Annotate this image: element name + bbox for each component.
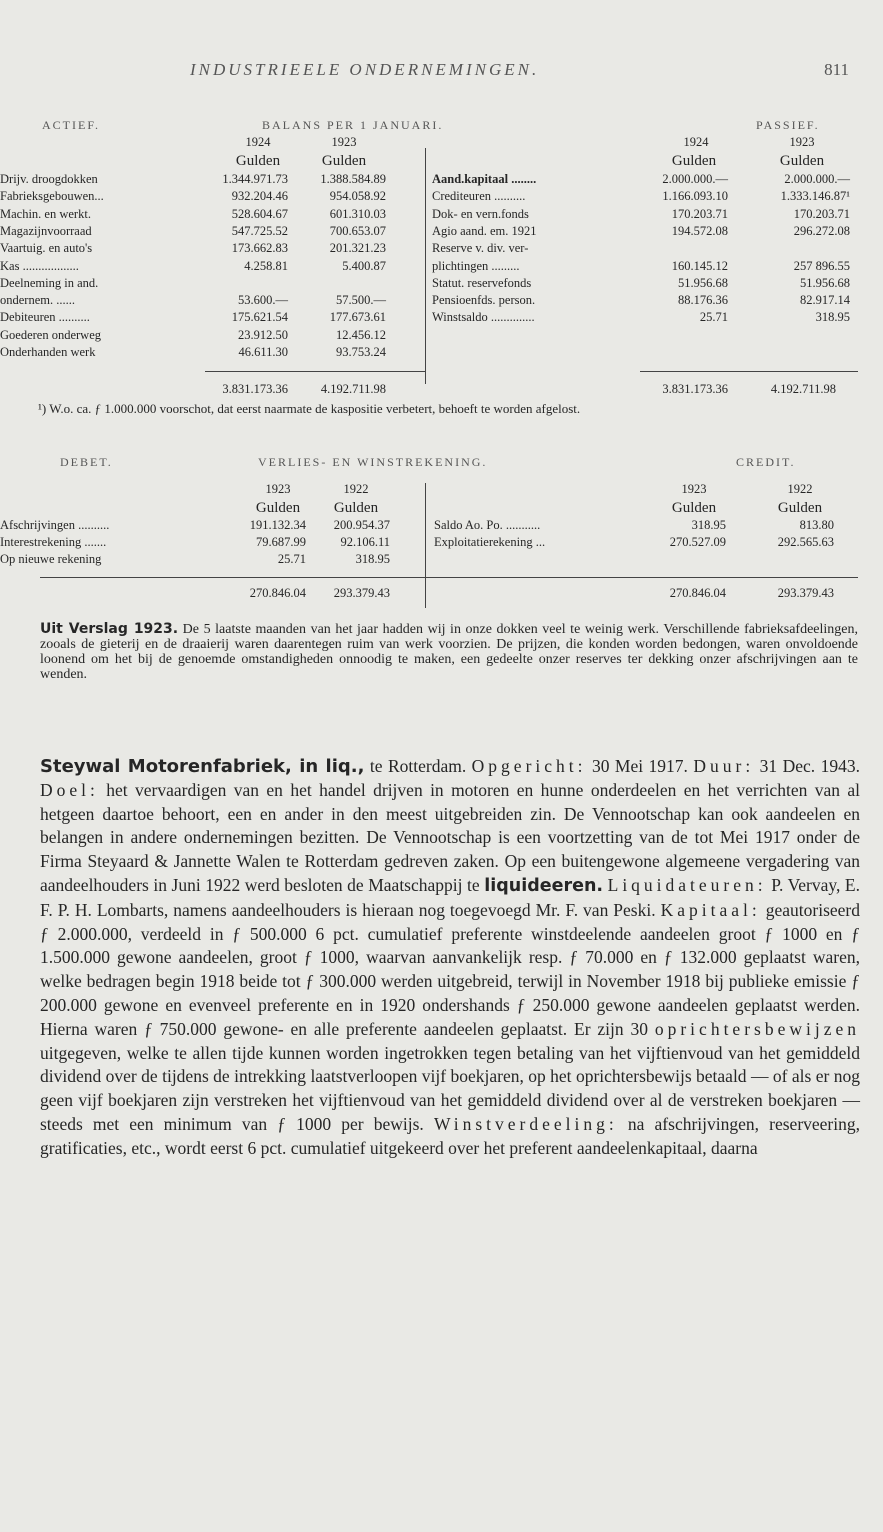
value-1924: 547.725.52 — [231, 223, 288, 238]
row-label: Dok- en vern.fonds — [432, 206, 529, 221]
verslag-lead: Uit Verslag 1923. — [40, 621, 179, 637]
pl-title-row — [0, 455, 883, 471]
article-text: 30 Mei 1917. — [586, 756, 694, 776]
value-1924: 51.956.68 — [678, 275, 728, 290]
row-label: Goederen onderweg — [0, 327, 101, 342]
annual-report-excerpt — [40, 622, 858, 682]
row-label: Kas .................. — [0, 258, 79, 273]
table-row — [0, 276, 883, 292]
value-1923: 57.500.— — [336, 293, 386, 308]
table-row — [0, 172, 883, 188]
balance-unit-row — [0, 153, 883, 169]
total-value: 3.831.173.36 — [222, 382, 288, 396]
total-value: 3.831.173.36 — [662, 382, 728, 396]
row-label: Crediteuren .......... — [432, 189, 526, 204]
unit-heading: Gulden — [671, 153, 717, 169]
unit-heading: Gulden — [255, 500, 301, 516]
total-rule — [40, 577, 425, 578]
year-heading: 1924 — [683, 135, 709, 149]
unit-heading: Gulden — [779, 153, 825, 169]
value-1924: 2.000.000.— — [662, 172, 728, 186]
balance-totals-row — [0, 382, 883, 398]
unit-heading: Gulden — [321, 153, 367, 169]
row-label: Winstsaldo .............. — [432, 310, 535, 325]
value-1922: 318.95 — [355, 552, 390, 566]
value-1924: 932.204.46 — [231, 189, 288, 204]
value-1924: 170.203.71 — [671, 206, 728, 221]
row-label: Exploitatierekening ... — [434, 535, 546, 549]
year-heading: 1923 — [789, 135, 815, 149]
keyword-kapitaal: Kapitaal: — [660, 899, 761, 920]
table-row — [0, 259, 883, 275]
value-1924: 88.176.36 — [678, 293, 728, 308]
value-1923: 170.203.71 — [793, 206, 850, 221]
table-row — [0, 552, 883, 568]
value-1924: 173.662.83 — [231, 241, 288, 256]
value-1924: 25.71 — [699, 310, 728, 325]
table-row — [0, 224, 883, 240]
row-label: Pensioenfds. person. — [432, 293, 536, 308]
table-row — [0, 310, 883, 326]
keyword-liquidateuren: Liquidateuren: — [607, 874, 767, 895]
row-label: Deelneming in and. — [0, 275, 99, 290]
value-1923: 1.388.584.89 — [320, 172, 386, 186]
article-text: te Rotterdam. — [364, 756, 472, 776]
value-1923: 177.673.61 — [329, 310, 386, 325]
value-1922: 200.954.37 — [333, 518, 390, 532]
table-row — [0, 518, 883, 534]
value-1923: 191.132.34 — [249, 518, 306, 532]
year-heading: 1922 — [343, 482, 369, 496]
row-label: Interestrekening ....... — [0, 535, 107, 549]
table-row — [0, 189, 883, 205]
keyword-liquideeren: liquideeren. — [484, 875, 604, 896]
debet-title: DEBET. — [60, 455, 113, 469]
year-heading: 1923 — [681, 482, 707, 496]
row-label: Debiteuren .......... — [0, 310, 90, 325]
value-1923: 79.687.99 — [256, 535, 306, 549]
value-1923: 296.272.08 — [793, 223, 850, 238]
running-title: INDUSTRIEELE ONDERNEMINGEN. — [190, 60, 540, 79]
value-1922: 292.565.63 — [777, 535, 834, 549]
article-text: geautoriseerd ƒ 2.000.000, verdeeld in ƒ 500.000 6 pct. cumulatief preferente winstdeelende aandeelen groot ƒ 1000 en ƒ 1.500.000 gewone aandeelen, groot ƒ 1000, waarvan aanvankelijk resp. ƒ 70.000 en ƒ 132.000 geplaatst waren, welke bedragen begin 1918 beide tot ƒ 300.000 werden uitgebreid, terwijl in November 1918 bij publieke emissie ƒ 200.000 gewone en evenveel preferente en in 1920 ondershands ƒ 250.000 gewone aandeelen geplaatst werden. Hierna waren ƒ 750.000 gewone- en alle preferente aandeelen geplaatst. Er zijn 30 — [40, 899, 860, 1039]
row-label: Vaartuig. en auto's — [0, 241, 93, 256]
row-label: plichtingen ......... — [432, 258, 520, 273]
row-label: Fabrieksgebouwen... — [0, 189, 104, 204]
table-row — [0, 293, 883, 309]
value-1923: 318.95 — [691, 518, 726, 532]
keyword-winstverdeeling: Winstverdeeling: — [433, 1113, 618, 1134]
value-1922: 813.80 — [799, 518, 834, 532]
year-heading: 1922 — [787, 482, 813, 496]
value-1924: 1.166.093.10 — [662, 189, 728, 204]
table-row — [0, 345, 883, 361]
page-number: 811 — [824, 60, 849, 79]
value-1924: 160.145.12 — [671, 258, 728, 273]
value-1923: 82.917.14 — [800, 293, 850, 308]
value-1924: 528.604.67 — [231, 206, 288, 221]
value-1923: 25.71 — [277, 552, 306, 566]
row-label: Onderhanden werk — [0, 345, 96, 359]
row-label: Magazijnvoorraad — [0, 223, 92, 238]
total-value: 4.192.711.98 — [770, 382, 836, 396]
article-text: P. Vervay, E. F. P. H. Lombarts, namens aandeelhouders is hieraan nog toegevoegd Mr. F. van Peski. — [40, 874, 860, 920]
keyword-oprichtersbewijzen: oprichtersbewijzen — [654, 1018, 860, 1039]
row-label: Afschrijvingen .......... — [0, 518, 110, 532]
value-1923: 5.400.87 — [342, 258, 386, 273]
total-rule — [205, 371, 425, 372]
value-1924: 53.600.— — [238, 293, 288, 308]
article-text: na afschrijvingen, reserveering, gratificaties, etc., wordt eerst 6 pct. cumulatief uitgekeerd over het preferent aandeelenkapitaal, daarna — [40, 1113, 860, 1158]
year-heading: 1923 — [265, 482, 291, 496]
total-value: 270.846.04 — [249, 586, 306, 600]
pl-unit-row — [0, 500, 883, 516]
value-1924: 194.572.08 — [671, 223, 728, 238]
keyword-opgericht: Opgericht: — [471, 756, 587, 776]
value-1923: 700.653.07 — [329, 223, 386, 238]
company-name: Steywal Motorenfabriek, in liq., — [40, 756, 365, 777]
company-article — [40, 755, 860, 1161]
unit-heading: Gulden — [777, 500, 823, 516]
row-label: Statut. reservefonds — [432, 275, 532, 290]
pl-years-row — [0, 482, 883, 498]
value-1924: 1.344.971.73 — [222, 172, 288, 186]
balance-years-row — [0, 135, 883, 151]
column-divider — [425, 148, 426, 384]
pl-totals-row — [0, 586, 883, 602]
total-rule — [425, 577, 858, 578]
value-1923: 1.333.146.87¹ — [780, 189, 850, 204]
value-1923: 2.000.000.— — [784, 172, 850, 186]
value-1924: 23.912.50 — [238, 327, 288, 342]
table-row — [0, 535, 883, 551]
keyword-doel: Doel: — [40, 779, 99, 800]
unit-heading: Gulden — [235, 153, 281, 169]
total-value: 270.846.04 — [669, 586, 726, 600]
table-row — [0, 207, 883, 223]
value-1924: 175.621.54 — [231, 310, 288, 325]
value-1923: 257 896.55 — [793, 258, 850, 273]
article-text: uitgegeven, welke te allen tijde kunnen worden ingetrokken tegen betaling van het vijftienvoud van het gemiddeld dividend over de tijdens de intrekking laatstverloopen vijf boekjaren, op het oprichtersbewijs betaald — of als er nog geen vijf boekjaren zijn verstreken het vijftienvoud van het gemiddeld dividend over al de verstreken boekjaren — steeds met een minimum van ƒ 1000 per bewijs. — [40, 1042, 860, 1134]
value-1922: 92.106.11 — [340, 535, 390, 549]
table-row — [0, 328, 883, 344]
total-rule — [640, 371, 858, 372]
total-value: 293.379.43 — [333, 586, 390, 600]
value-1923: 51.956.68 — [800, 275, 850, 290]
pl-title: VERLIES- EN WINSTREKENING. — [258, 455, 488, 469]
running-header — [0, 60, 883, 86]
row-label: ondernem. ...... — [0, 293, 75, 308]
article-text: het vervaardigen van en het handel drijven in motoren en hunne onderdeelen en het verrichten van al hetgeen daartoe behoort, een en ander in den meest uitgebreiden zin. De Vennootschap kan ook aandeelen en belangen in andere ondernemingen bezitten. De Vennootschap is een voortzetting van de tot Mei 1917 onder de Firma Steyaard & Jannette Walen te Rotterdam gedreven zaken. Op een buitengewone algemeene vergadering van aandeelhouders in Juni 1922 werd besloten de Maatschappij te — [40, 779, 860, 895]
row-label: Op nieuwe rekening — [0, 552, 102, 566]
row-label: Machin. en werkt. — [0, 206, 91, 221]
row-label: Aand.kapitaal ........ — [432, 172, 537, 186]
total-value: 293.379.43 — [777, 586, 834, 600]
year-heading: 1924 — [245, 135, 271, 149]
value-1924: 4.258.81 — [244, 258, 288, 273]
balance-footnote: ¹) W.o. ca. ƒ 1.000.000 voorschot, dat eerst naarmate de kaspositie verbetert, behoeft te worden afgelost. — [38, 401, 581, 416]
passief-title: PASSIEF. — [756, 118, 820, 132]
unit-heading: Gulden — [333, 500, 379, 516]
row-label: Saldo Ao. Po. ........... — [434, 518, 541, 532]
value-1923: 93.753.24 — [336, 345, 386, 359]
row-label: Drijv. droogdokken — [0, 172, 98, 186]
unit-heading: Gulden — [671, 500, 717, 516]
table-row — [0, 241, 883, 257]
value-1923: 318.95 — [815, 310, 850, 325]
year-heading: 1923 — [331, 135, 357, 149]
value-1923: 12.456.12 — [336, 327, 386, 342]
total-value: 4.192.711.98 — [320, 382, 386, 396]
verslag-text: De 5 laatste maanden van het jaar hadden wij in onze dokken veel te weinig werk. Verschillende fabrieksafdeelingen, zooals de gieterij en de draaierij waren daarentegen ruim van werk voorzien. De prijzen, die konden worden bedongen, waren onvoldoende loonend om het bij de genoemde omstandigheden onnoodig te maken, een gedeelte onzer reserves ter dekking onzer afschrijvingen aan te wenden. — [40, 622, 858, 682]
value-1923: 601.310.03 — [329, 206, 386, 221]
value-1923: 201.321.23 — [329, 241, 386, 256]
row-label: Agio aand. em. 1921 — [432, 223, 537, 238]
keyword-duur: Duur: — [693, 756, 755, 776]
value-1923: 270.527.09 — [669, 535, 726, 549]
actief-title: ACTIEF. — [42, 118, 101, 132]
balance-title-row — [0, 118, 883, 134]
balans-title: BALANS PER 1 JANUARI. — [262, 118, 444, 132]
row-label: Reserve v. div. ver- — [432, 241, 529, 256]
article-text: 31 Dec. 1943. — [754, 756, 860, 776]
value-1923: 954.058.92 — [329, 189, 386, 204]
value-1924: 46.611.30 — [238, 345, 288, 359]
credit-title: CREDIT. — [736, 455, 796, 469]
